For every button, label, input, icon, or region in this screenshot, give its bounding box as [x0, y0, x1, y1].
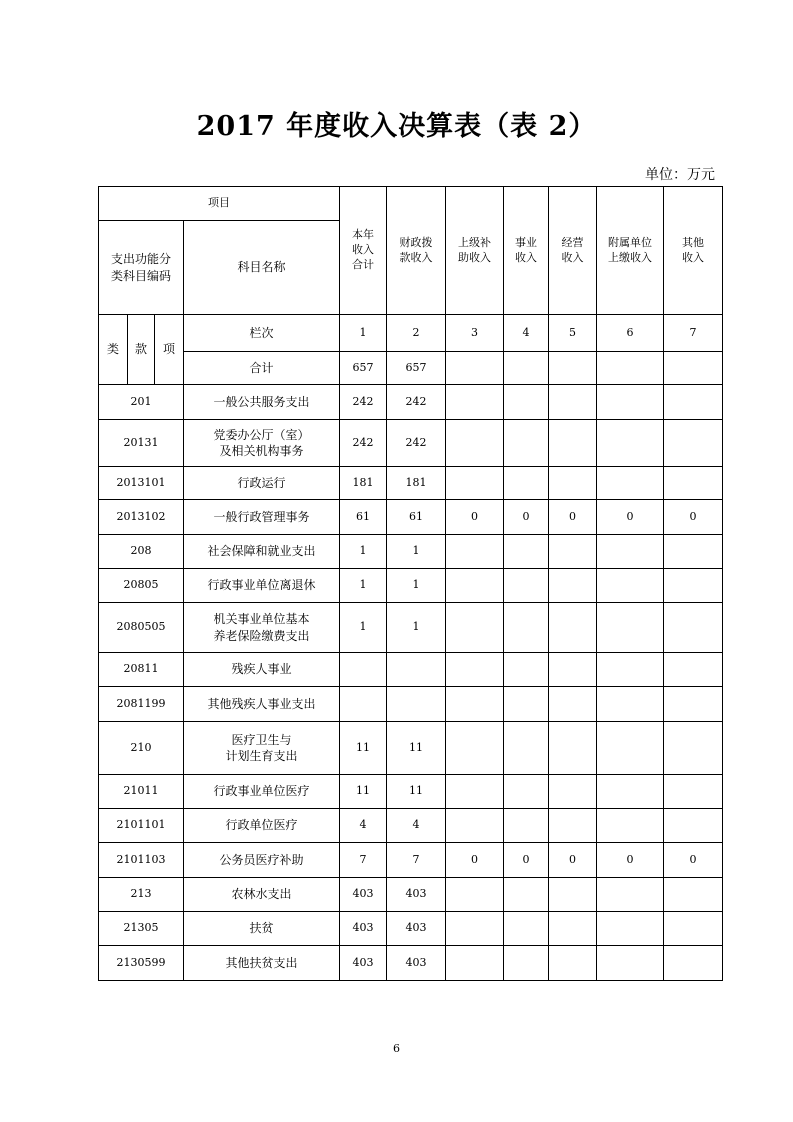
row-value: [664, 809, 723, 843]
row-value: [597, 569, 664, 603]
row-value: 61: [340, 500, 387, 535]
row-value: [664, 420, 723, 467]
row-subject-name: 其他残疾人事业支出: [184, 687, 340, 722]
header-section: 款: [128, 315, 155, 385]
row-value: [446, 603, 504, 653]
table-row: [99, 467, 723, 500]
header-col-operating: 经营 收入: [549, 187, 597, 315]
row-value: [446, 569, 504, 603]
row-subject-name: 其他扶贫支出: [184, 946, 340, 981]
row-value: [549, 385, 597, 420]
column-row-label: 栏次: [184, 315, 340, 352]
row-value: [549, 653, 597, 687]
row-value: 1: [387, 569, 446, 603]
row-value: [664, 946, 723, 981]
total-value: [597, 352, 664, 385]
header-subject-name: 科目名称: [184, 221, 340, 315]
row-code: 2013101: [99, 467, 184, 500]
row-value: [446, 420, 504, 467]
table-row: [99, 569, 723, 603]
row-value: [504, 809, 549, 843]
header-entry: 项: [155, 315, 184, 385]
column-number: 7: [664, 315, 723, 352]
row-value: [664, 722, 723, 775]
total-label: 合计: [184, 352, 340, 385]
row-value: [446, 467, 504, 500]
row-code: 2101101: [99, 809, 184, 843]
row-value: [504, 535, 549, 569]
row-value: [446, 722, 504, 775]
header-col-total: 本年 收入 合计: [340, 187, 387, 315]
table-row: [99, 775, 723, 809]
page-title: 2017 年度收入决算表（表 2）: [196, 111, 597, 142]
row-value: [504, 878, 549, 912]
header-class: 类: [99, 315, 128, 385]
total-value: [446, 352, 504, 385]
table-row: [99, 420, 723, 467]
row-value: [549, 878, 597, 912]
column-number: 2: [387, 315, 446, 352]
column-number: 5: [549, 315, 597, 352]
row-value: [549, 420, 597, 467]
row-value: 11: [340, 722, 387, 775]
row-value: [504, 653, 549, 687]
row-value: 11: [340, 775, 387, 809]
row-value: 0: [446, 843, 504, 878]
row-value: 11: [387, 722, 446, 775]
row-value: [446, 535, 504, 569]
row-value: [549, 569, 597, 603]
row-subject-name: 行政事业单位医疗: [184, 775, 340, 809]
row-value: 61: [387, 500, 446, 535]
row-code: 2081199: [99, 687, 184, 722]
row-value: 0: [549, 843, 597, 878]
row-subject-name: 行政运行: [184, 467, 340, 500]
row-value: [504, 385, 549, 420]
total-value: [549, 352, 597, 385]
row-value: 0: [664, 500, 723, 535]
table-row: [99, 843, 723, 878]
row-value: [504, 687, 549, 722]
row-value: [446, 653, 504, 687]
row-code: 20811: [99, 653, 184, 687]
table-row: [99, 653, 723, 687]
table-row: [99, 946, 723, 981]
row-value: [446, 775, 504, 809]
row-code: 208: [99, 535, 184, 569]
header-code-label: 支出功能分 类科目编码: [99, 221, 184, 315]
row-subject-name: 扶贫: [184, 912, 340, 946]
row-code: 2101103: [99, 843, 184, 878]
row-value: 0: [446, 500, 504, 535]
row-value: [597, 912, 664, 946]
row-value: 1: [387, 603, 446, 653]
column-number: 1: [340, 315, 387, 352]
income-table: [98, 186, 723, 981]
row-value: [597, 809, 664, 843]
row-value: 0: [597, 500, 664, 535]
row-value: 242: [387, 420, 446, 467]
table-row: [99, 535, 723, 569]
row-value: [664, 535, 723, 569]
header-item: 项目: [99, 187, 340, 221]
row-subject-name: 一般公共服务支出: [184, 385, 340, 420]
row-subject-name: 党委办公厅（室） 及相关机构事务: [184, 420, 340, 467]
row-value: 403: [387, 946, 446, 981]
row-value: 242: [340, 385, 387, 420]
header-col-other: 其他 收入: [664, 187, 723, 315]
table-row: [99, 809, 723, 843]
unit-label: 单位：万元: [645, 167, 715, 183]
row-value: [597, 946, 664, 981]
row-value: 0: [504, 843, 549, 878]
row-value: [664, 775, 723, 809]
table-row: [99, 385, 723, 420]
row-value: [446, 912, 504, 946]
row-subject-name: 行政单位医疗: [184, 809, 340, 843]
row-value: 1: [340, 603, 387, 653]
row-value: 181: [387, 467, 446, 500]
row-value: [446, 809, 504, 843]
row-code: 201: [99, 385, 184, 420]
row-subject-name: 一般行政管理事务: [184, 500, 340, 535]
row-code: 2080505: [99, 603, 184, 653]
row-value: [504, 946, 549, 981]
row-value: [597, 385, 664, 420]
row-value: [664, 912, 723, 946]
row-value: [549, 722, 597, 775]
row-value: 181: [340, 467, 387, 500]
row-value: 242: [387, 385, 446, 420]
row-value: [387, 653, 446, 687]
row-value: 7: [340, 843, 387, 878]
row-value: 0: [664, 843, 723, 878]
row-value: [597, 722, 664, 775]
header-col-fiscal: 财政拨 款收入: [387, 187, 446, 315]
row-value: [446, 946, 504, 981]
page-number: 6: [393, 1042, 400, 1055]
row-value: [664, 569, 723, 603]
row-subject-name: 医疗卫生与 计划生育支出: [184, 722, 340, 775]
row-value: 242: [340, 420, 387, 467]
table-row: [99, 687, 723, 722]
row-value: [549, 809, 597, 843]
row-subject-name: 农林水支出: [184, 878, 340, 912]
row-value: 403: [387, 912, 446, 946]
row-value: [664, 878, 723, 912]
row-value: [664, 603, 723, 653]
row-value: 4: [340, 809, 387, 843]
row-value: [446, 687, 504, 722]
row-code: 2130599: [99, 946, 184, 981]
row-value: [340, 687, 387, 722]
row-value: [664, 385, 723, 420]
row-value: [597, 467, 664, 500]
row-value: 4: [387, 809, 446, 843]
row-value: [549, 775, 597, 809]
row-value: [549, 687, 597, 722]
row-subject-name: 机关事业单位基本 养老保险缴费支出: [184, 603, 340, 653]
row-value: [504, 569, 549, 603]
row-value: 403: [387, 878, 446, 912]
row-value: [597, 878, 664, 912]
column-number: 4: [504, 315, 549, 352]
total-value: 657: [340, 352, 387, 385]
row-value: [446, 385, 504, 420]
row-code: 21011: [99, 775, 184, 809]
row-value: [597, 420, 664, 467]
column-number: 6: [597, 315, 664, 352]
row-value: 0: [549, 500, 597, 535]
table-row: [99, 912, 723, 946]
row-value: [597, 603, 664, 653]
header-col-business: 事业 收入: [504, 187, 549, 315]
row-value: 1: [387, 535, 446, 569]
row-value: 0: [504, 500, 549, 535]
row-value: [664, 653, 723, 687]
header-col-superior: 上级补 助收入: [446, 187, 504, 315]
row-value: [504, 912, 549, 946]
total-value: 657: [387, 352, 446, 385]
row-subject-name: 公务员医疗补助: [184, 843, 340, 878]
table-row: [99, 878, 723, 912]
total-value: [504, 352, 549, 385]
row-value: [504, 420, 549, 467]
row-value: [504, 775, 549, 809]
table-row: [99, 500, 723, 535]
row-subject-name: 行政事业单位离退休: [184, 569, 340, 603]
row-value: [549, 535, 597, 569]
row-value: [549, 912, 597, 946]
row-code: 213: [99, 878, 184, 912]
row-value: 11: [387, 775, 446, 809]
row-value: 1: [340, 535, 387, 569]
row-value: 7: [387, 843, 446, 878]
row-code: 2013102: [99, 500, 184, 535]
row-value: [446, 878, 504, 912]
row-value: [597, 535, 664, 569]
row-value: [549, 603, 597, 653]
row-value: [597, 775, 664, 809]
header-col-affiliated: 附属单位 上缴收入: [597, 187, 664, 315]
row-value: [504, 603, 549, 653]
row-code: 20131: [99, 420, 184, 467]
row-value: 1: [340, 569, 387, 603]
row-value: [504, 722, 549, 775]
row-value: 0: [597, 843, 664, 878]
table-row: [99, 603, 723, 653]
row-value: [387, 687, 446, 722]
row-value: 403: [340, 912, 387, 946]
row-code: 20805: [99, 569, 184, 603]
row-value: [549, 946, 597, 981]
row-code: 210: [99, 722, 184, 775]
row-subject-name: 残疾人事业: [184, 653, 340, 687]
row-subject-name: 社会保障和就业支出: [184, 535, 340, 569]
row-value: [597, 687, 664, 722]
row-value: [504, 467, 549, 500]
row-code: 21305: [99, 912, 184, 946]
row-value: [340, 653, 387, 687]
row-value: [597, 653, 664, 687]
row-value: [664, 467, 723, 500]
total-value: [664, 352, 723, 385]
row-value: 403: [340, 946, 387, 981]
row-value: [664, 687, 723, 722]
row-value: [549, 467, 597, 500]
row-value: 403: [340, 878, 387, 912]
column-number: 3: [446, 315, 504, 352]
table-row: [99, 722, 723, 775]
